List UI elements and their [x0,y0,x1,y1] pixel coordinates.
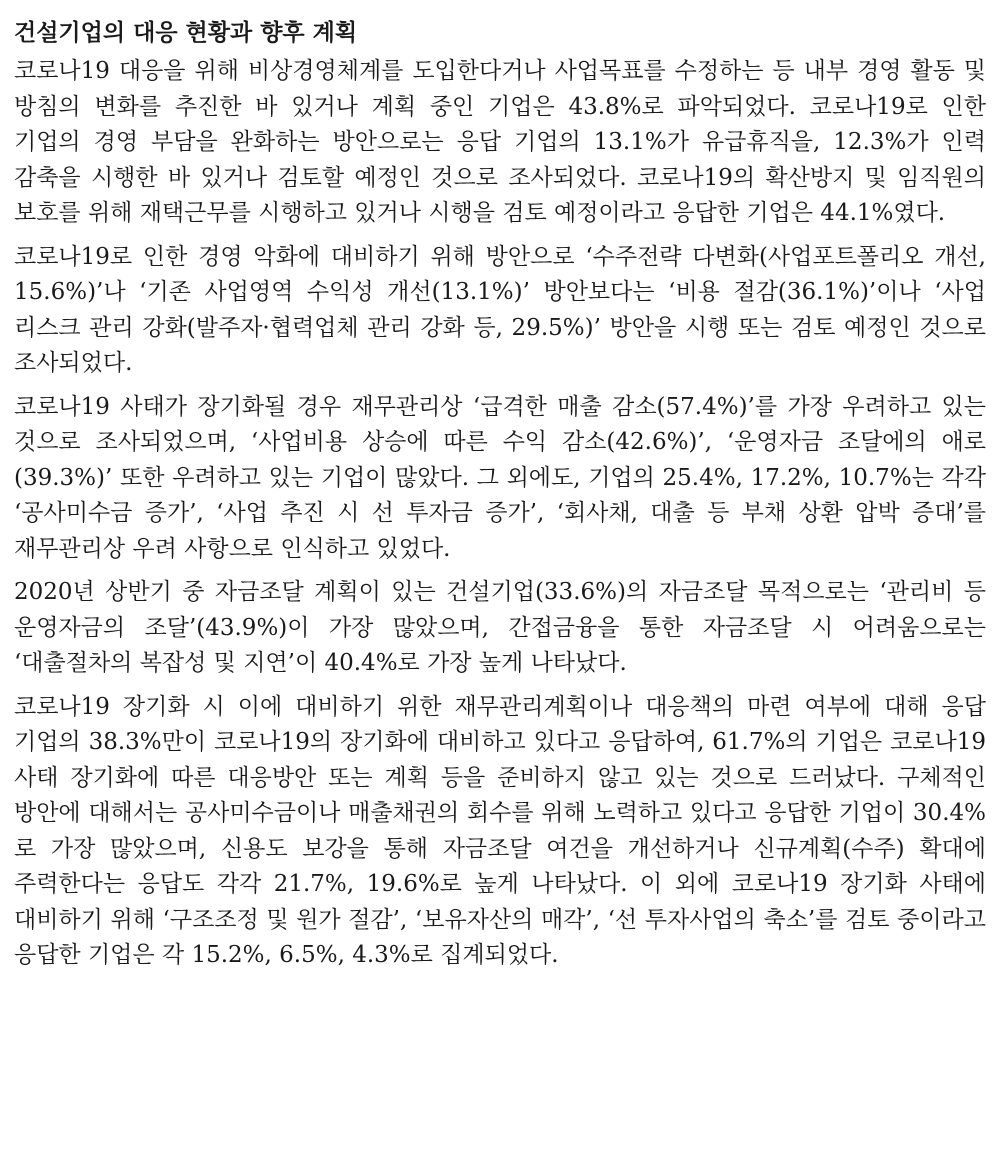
paragraph-financial-concerns: 코로나19 사태가 장기화될 경우 재무관리상 ‘급격한 매출 감소(57.4%)’를 가장 우려하고 있는 것으로 조사되었으며, ‘사업비용 상승에 따른 수익 감소(42.6%)’, ‘운영자금 조달에의 애로(39.3%)’ 또한 우려하고 있는 기업이 많았다. 그 외에도, 기업의 25.4%, 17.2%, 10.7%는 각각 ‘공사미수금 증가’, ‘사업 추진 시 선 투자금 증가’, ‘회사채, 대출 등 부채 상환 압박 증대’를 재무관리상 우려 사항으로 인식하고 있었다. [14,393,986,562]
paragraph-management-measures: 코로나19로 인한 경영 악화에 대비하기 위해 방안으로 ‘수주전략 다변화(사업포트폴리오 개선, 15.6%)’나 ‘기존 사업영역 수익성 개선(13.1%)’ 방안보다는 ‘비용 절감(36.1%)’이나 ‘사업 리스크 관리 강화(발주자·협력업체 관리 강화 등, 29.5%)’ 방안을 시행 또는 검토 예정인 것으로 조사되었다. [14,243,986,376]
document-page [14,16,986,974]
paragraph-business-response: 코로나19 대응을 위해 비상경영체계를 도입한다거나 사업목표를 수정하는 등 내부 경영 활동 및 방침의 변화를 추진한 바 있거나 계획 중인 기업은 43.8%로 파악되었다. 코로나19로 인한 기업의 경영 부담을 완화하는 방안으로는 응답 기업의 13.1%가 유급휴직을, 12.3%가 인력 감축을 시행한 바 있거나 검토할 예정인 것으로 조사되었다. 코로나19의 확산방지 및 임직원의 보호를 위해 재택근무를 시행하고 있거나 시행을 검토 예정이라고 응답한 기업은 44.1%였다. [14,58,986,226]
section-title: 건설기업의 대응 현황과 향후 계획 [14,20,358,46]
paragraph-funding-plans: 2020년 상반기 중 자금조달 계획이 있는 건설기업(33.6%)의 자금조달 목적으로는 ‘관리비 등 운영자금의 조달’(43.9%)이 가장 많았으며, 간접금융을 통한 자금조달 시 어려움으로는 ‘대출절차의 복잡성 및 지연’이 40.4%로 가장 높게 나타났다. [14,579,986,676]
paragraph-long-term-preparation: 코로나19 장기화 시 이에 대비하기 위한 재무관리계획이나 대응책의 마련 여부에 대해 응답 기업의 38.3%만이 코로나19의 장기화에 대비하고 있다고 응답하여, 61.7%의 기업은 코로나19 사태 장기화에 따른 대응방안 또는 계획 등을 준비하지 않고 있는 것으로 드러났다. 구체적인 방안에 대해서는 공사미수금이나 매출채권의 회수를 위해 노력하고 있다고 응답한 기업이 30.4%로 가장 많았으며, 신용도 보강을 통해 자금조달 여건을 개선하거나 신규계획(수주) 확대에 주력한다는 응답도 각각 21.7%, 19.6%로 높게 나타났다. 이 외에 코로나19 장기화 사태에 대비하기 위해 ‘구조조정 및 원가 절감’, ‘보유자산의 매각’, ‘선 투자사업의 축소’를 검토 중이라고 응답한 기업은 각 15.2%, 6.5%, 4.3%로 집계되었다. [14,693,986,968]
